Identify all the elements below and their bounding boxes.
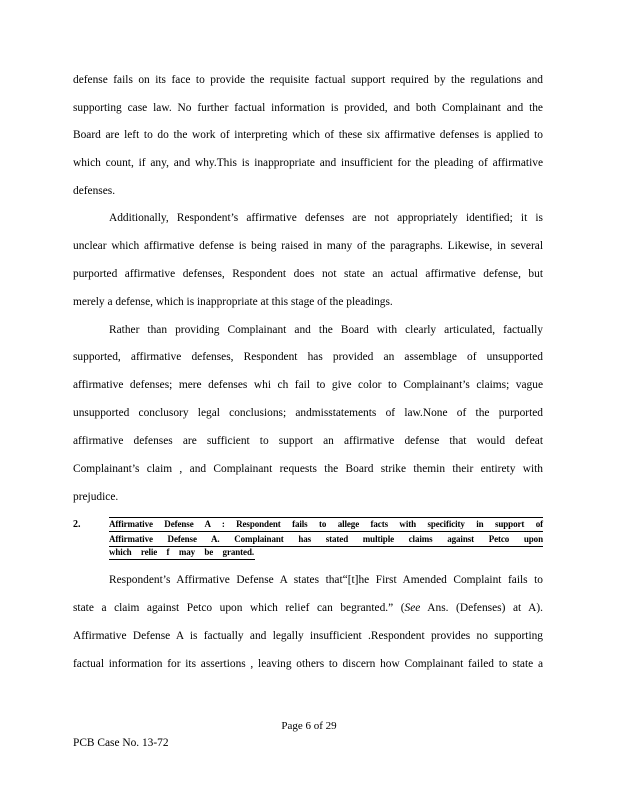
- text-line: Board are left to do the work of interpreting which of these six affirmative defenses is applied to: [73, 129, 543, 141]
- heading-rule-bottom: [109, 559, 255, 560]
- text-line: unsupported conclusory legal conclusions; andmisstatements of law.None of the purported: [73, 407, 543, 419]
- text-line: Complainant’s claim , and Complainant requests the Board strike themin their entirety with: [73, 463, 543, 475]
- text-line: unclear which affirmative defense is being raised in many of the paragraphs. Likewise, in several: [73, 240, 543, 252]
- text-line: Additionally, Respondent’s affirmative defenses are not appropriately identified; it is: [109, 212, 543, 224]
- text-line: affirmative defenses; mere defenses whi ch fail to give color to Complainant’s claims; vague: [73, 379, 543, 391]
- text-line: prejudice.: [73, 491, 119, 503]
- text-line: Affirmative Defense A is factually and legally insufficient .Respondent provides no supporting: [73, 630, 543, 642]
- text-line: merely a defense, which is inappropriate at this stage of the pleadings.: [73, 296, 393, 308]
- text-line: which count, if any, and why.This is inappropriate and insufficient for the pleading of affirmative: [73, 157, 543, 169]
- text-line: defenses.: [73, 185, 116, 197]
- section-heading-line: Affirmative Defense A : Respondent fails to allege facts with specificity in support of: [109, 519, 543, 529]
- heading-rule-top: [109, 517, 543, 518]
- text-line: factual information for its assertions , leaving others to discern how Complainant failed to state a: [73, 658, 543, 670]
- text-line: defense fails on its face to provide the requisite factual support required by the regulations and: [73, 74, 543, 86]
- heading-rule: [109, 531, 543, 532]
- page-number: Page 6 of 29: [281, 720, 337, 732]
- text-line: affirmative defenses are sufficient to support an affirmative defense that would defeat: [73, 435, 543, 447]
- case-number: PCB Case No. 13-72: [73, 737, 169, 749]
- text-segment: state a claim against Petco upon which relief can begranted.” (: [73, 602, 405, 614]
- section-heading-line: Affirmative Defense A. Complainant has stated multiple claims against Petco upon: [109, 534, 543, 544]
- text-line: Respondent’s Affirmative Defense A states that“[t]he First Amended Complaint fails to: [109, 574, 543, 586]
- section-number: 2.: [73, 519, 81, 530]
- text-line: supporting case law. No further factual information is provided, and both Complainant and the: [73, 102, 543, 114]
- see-signal: See: [404, 602, 421, 614]
- text-segment: Ans. (Defenses) at A).: [420, 602, 543, 614]
- text-line: supported, affirmative defenses, Respondent has provided an assemblage of unsupported: [73, 351, 543, 363]
- text-line: purported affirmative defenses, Respondent does not state an actual affirmative defense, but: [73, 268, 543, 280]
- section-heading-line: which relie f may be granted.: [109, 547, 254, 557]
- text-line: Rather than providing Complainant and the Board with clearly articulated, factually: [109, 324, 543, 336]
- text-line: [73, 601, 543, 615]
